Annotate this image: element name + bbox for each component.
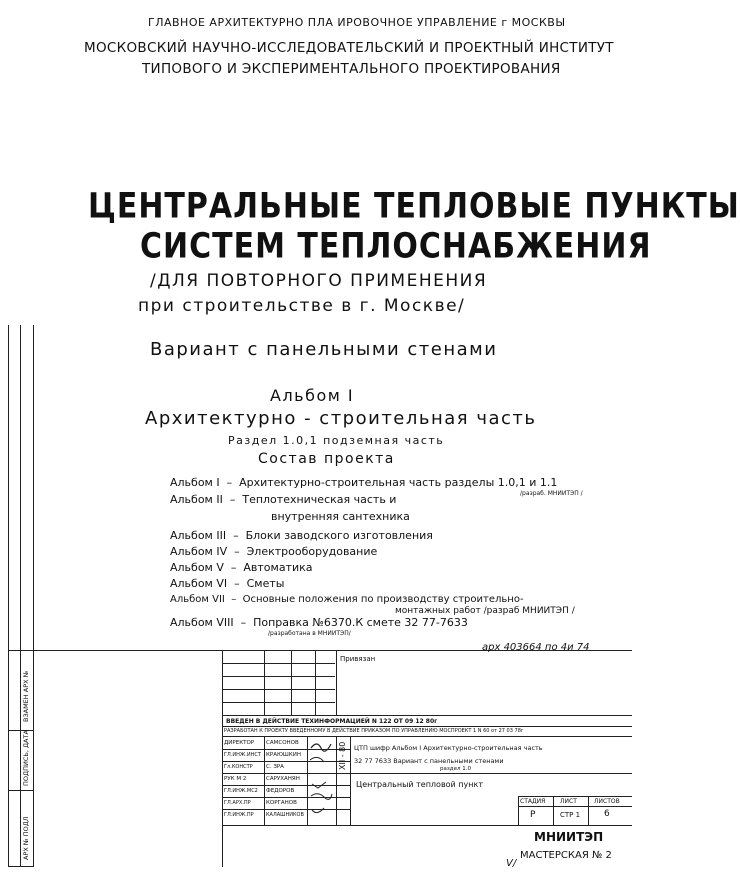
binding-line <box>33 325 34 867</box>
list-item: Альбом VIII – Поправка №6370.К смете 32 77-7633 <box>170 616 468 629</box>
grid-line <box>518 796 519 826</box>
variant-line: Вариант с панельными стенами <box>150 339 498 360</box>
side-label-signature: ПОДПИСЬ, ДАТА <box>22 730 30 786</box>
desc-line1: ЦТП шифр Альбом I Архитектурно-строительная часть <box>354 744 543 752</box>
role-label: ГЛ.ИНЖ.ИНСТ <box>224 752 261 758</box>
stage-value: Р <box>530 810 536 820</box>
list-item: Альбом IV – Электрооборудование <box>170 545 378 558</box>
grid-line <box>222 736 632 737</box>
grid-line <box>553 796 554 826</box>
list-item: Альбом I – Архитектурно-строительная часть разделы 1.0,1 и 1.1 <box>170 476 558 489</box>
album-name: Альбом I <box>270 386 355 405</box>
bottom-handwritten-mark: V/ <box>506 858 517 869</box>
main-title-line2: СИСТЕМ ТЕПЛОСНАБЖЕНИЯ <box>140 226 652 267</box>
sheet-label: ЛИСТ <box>560 798 577 805</box>
stage-label: СТАДИЯ <box>520 798 546 805</box>
sheets-label: ЛИСТОВ <box>594 798 620 805</box>
role-name: С. ЗРА <box>266 764 284 770</box>
binding-line <box>8 650 33 651</box>
grid-line <box>222 715 632 716</box>
grid-line <box>222 825 350 826</box>
subtitle-line1: /ДЛЯ ПОВТОРНОГО ПРИМЕНЕНИЯ <box>150 271 488 291</box>
role-name: КАЛАШНИКОВ <box>266 812 304 818</box>
institute-line1: МОСКОВСКИЙ НАУЧНО-ИССЛЕДОВАТЕЛЬСКИЙ И ПРОЕКТНЫЙ ИНСТИТУТ <box>84 40 614 56</box>
institute-line2: ТИПОВОГО И ЭКСПЕРИМЕНТАЛЬНОГО ПРОЕКТИРОВАНИЯ <box>142 61 561 77</box>
intro-line1: ВВЕДЕН В ДЕЙСТВИЕ ТЕХИНФОРМАЦИЕЙ N 122 ОТ 09 12 80г <box>226 718 438 725</box>
grid-line <box>222 689 335 690</box>
side-label-archive: АРХ № ПОДЛ <box>22 816 30 860</box>
main-title-line1: ЦЕНТРАЛЬНЫЕ ТЕПЛОВЫЕ ПУНКТЫ <box>88 186 740 227</box>
grid-line <box>222 702 335 703</box>
grid-line <box>588 796 589 826</box>
list-item: Альбом III – Блоки заводского изготовления <box>170 529 433 542</box>
grid-line <box>264 650 265 715</box>
grid-line <box>350 825 632 826</box>
desc-line3: раздел 1.0 <box>440 766 471 772</box>
intro-line2: РАЗРАБОТАН К ПРОЕКТУ ВВЕДЕННОМУ В ДЕЙСТВИЕ ПРИКАЗОМ ПО УПРАВЛЕНИЮ МОСПРОЕКТ 1 N 60 от 27 03 78г <box>224 728 524 734</box>
binding-line <box>8 790 33 791</box>
role-name: КРАЮШКИН <box>266 752 301 758</box>
role-label: ДИРЕКТОР <box>224 740 255 746</box>
ministry-line: ГЛАВНОЕ АРХИТЕКТУРНО ПЛА ИРОВОЧНОЕ УПРАВЛЕНИЕ г МОСКВЫ <box>148 16 566 29</box>
grid-line <box>315 650 316 715</box>
sheets-value: 6 <box>604 809 610 819</box>
binding-line <box>8 866 33 867</box>
binding-line <box>20 325 21 867</box>
list-item: Альбом VII – Основные положения по производству строительно- <box>170 594 524 605</box>
list-item: Альбом VI – Сметы <box>170 577 285 590</box>
privyazan-label: Привязан <box>340 655 376 663</box>
side-label-replace: ВЗАМЕН АРХ № <box>22 670 30 722</box>
binding-line <box>8 325 9 867</box>
grid-line <box>336 650 337 715</box>
list-item-note: /разраб. МНИИТЭП / <box>520 490 583 497</box>
list-item: монтажных работ /разраб МНИИТЭП / <box>395 606 575 616</box>
grid-line <box>350 773 632 774</box>
role-label: ГЛ.ИНЖ.ПР <box>224 812 254 818</box>
vertical-date: XII - 80 <box>338 741 347 770</box>
role-name: КОРГАНОВ <box>266 800 297 806</box>
list-item: Альбом II – Теплотехническая часть и <box>170 493 397 506</box>
stamp-left-border <box>222 650 223 867</box>
role-label: ГЛ.АРХ.ПР <box>224 800 251 806</box>
composition-heading: Состав проекта <box>258 451 395 467</box>
role-label: Гл.КОНСТР <box>224 764 253 770</box>
album-part: Архитектурно - строительная часть <box>145 408 537 429</box>
signature-scribbles <box>308 738 336 824</box>
list-item: /разработана в МНИИТЭП/ <box>268 630 351 637</box>
sheet-value: СТР 1 <box>560 811 581 819</box>
desc-line4: Центральный тепловой пункт <box>356 780 483 789</box>
list-item: Альбом V – Автоматика <box>170 561 313 574</box>
desc-line2: 32 77 7633 Вариант с панельными стенами <box>354 757 504 765</box>
role-label: РУК М 2 <box>224 776 247 782</box>
workshop-name: МАСТЕРСКАЯ № 2 <box>520 850 612 861</box>
grid-line <box>222 663 335 664</box>
grid-line <box>518 806 632 807</box>
grid-line <box>291 650 292 715</box>
role-name: САМСОНОВ <box>266 740 299 746</box>
grid-line <box>222 726 632 727</box>
subtitle-line2: при строительстве в г. Москве/ <box>138 296 466 316</box>
grid-line <box>350 736 351 826</box>
handwritten-archive-note: арх 403664 по 4и 74 <box>482 642 590 653</box>
role-name: ФЕДОРОВ <box>266 788 295 794</box>
role-label: ГЛ.ИНЖ.МС2 <box>224 788 258 794</box>
album-section: Раздел 1.0,1 подземная часть <box>228 434 445 447</box>
org-name: МНИИТЭП <box>534 830 604 844</box>
grid-line <box>518 796 632 797</box>
list-item: внутренняя сантехника <box>271 510 410 523</box>
grid-line <box>222 676 335 677</box>
role-name: САРУХАНЯН <box>266 776 300 782</box>
